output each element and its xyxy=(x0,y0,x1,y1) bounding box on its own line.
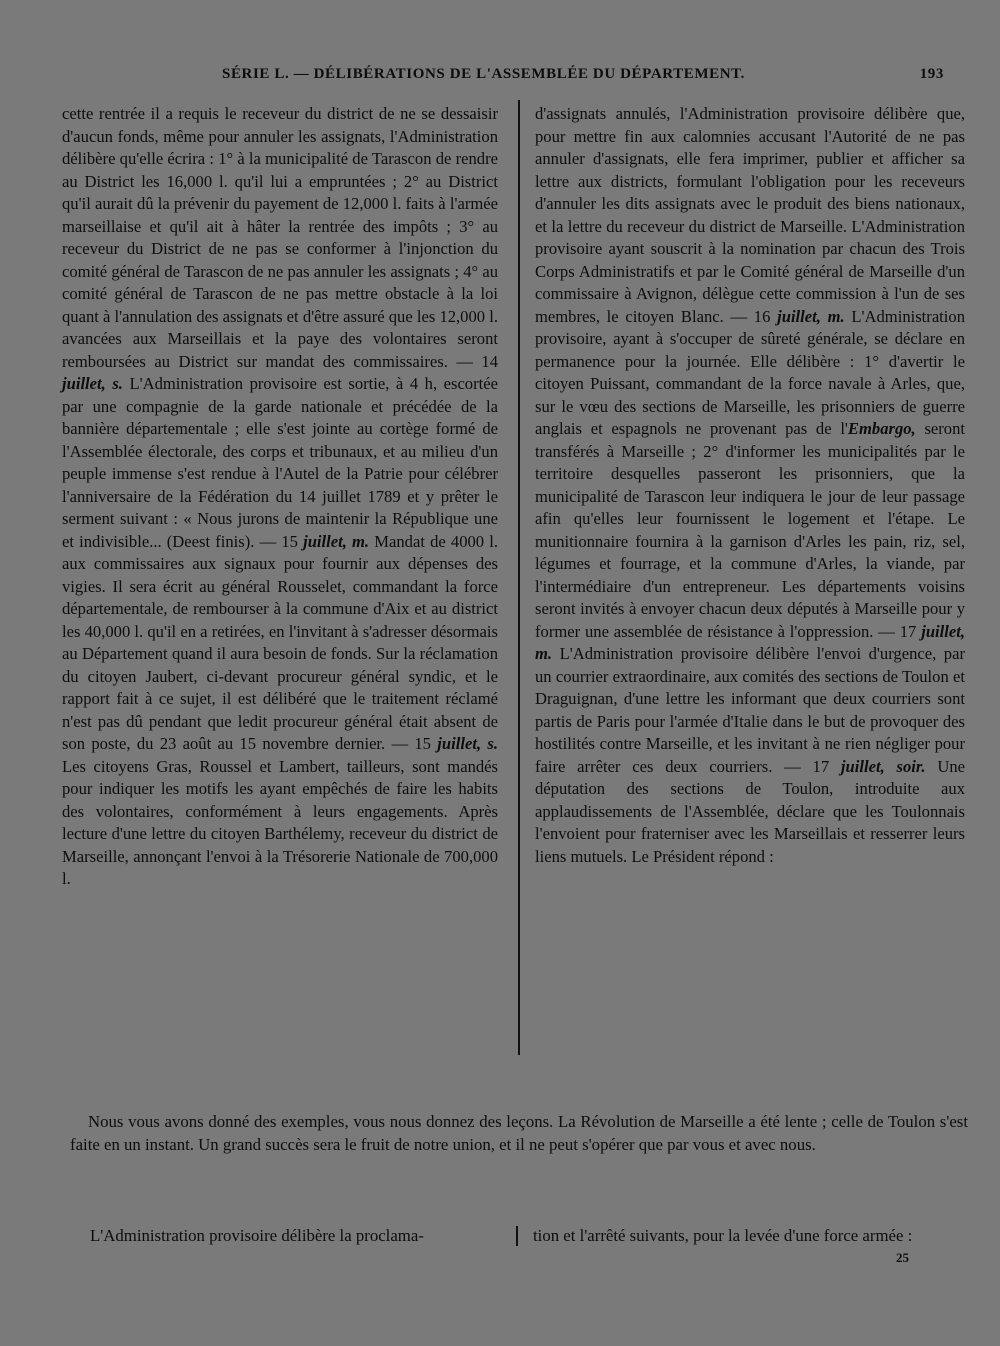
left-paragraph-2: L'Administration provisoire est sortie, à 4 h, escortée par une compagnie de la garde nationale et précédée de la bannière départementale ; elle s'est jointe au cortège formé de l'Assemblée électorale, des corps et tribunaux, et au milieu d'un peuple immense s'est rendue à l'Autel de la Patrie pour célébrer l'anniversaire de la Fédération du 14 juillet 1789 et y prêter le serment suivant : « Nous jurons de maintenir la République une et indivisible... (Deest finis). — 15 xyxy=(62,374,498,551)
right-date-2: juillet, m. xyxy=(535,621,965,663)
closing-text-right: tion et l'arrêté suivants, pour la levée d'une force armée : xyxy=(533,1226,913,1245)
left-date-2: juillet, m. xyxy=(303,531,370,551)
right-column-text xyxy=(535,103,965,868)
right-paragraph-1: d'assignats annulés, l'Administration provisoire délibère que, pour mettre fin aux calomnies accusant l'Autorité de ne pas annuler d'assignats, elle fera imprimer, publier et afficher sa lettre aux districts, formulant l'obligation pour les receveurs d'annuler les dits assignats avec le produit des biens nationaux, et la lettre du receveur du district de Marseille. L'Administration provisoire ayant souscrit à la nomination par chacun des Trois Corps Administratifs et par le Comité général de Marseille d'un commissaire à Avignon, délègue cette commission à l'un de ses membres, le citoyen Blanc. — 16 xyxy=(535,104,965,326)
quote-text: Nous vous avons donné des exemples, vous nous donnez des leçons. La Révolution de Marseille a été lente ; celle de Toulon s'est faite en un instant. Un grand succès sera le fruit de notre union, et il ne peut s'opérer que par vous et avec nous. xyxy=(70,1112,968,1154)
right-paragraph-3: seront transférés à Marseille ; 2° d'informer les municipalités par le territoire desquelles passeront les prisonniers, que la municipalité de Tarascon leur indiquera le jour de leur passage afin qu'elles leur fournissent le logement et l'étape. Le munitionnaire fournira à la garnison d'Arles les pain, riz, sel, légumes et fourrage, et la commune d'Arles, la viande, par l'intermédiaire d'un entrepreneur. Les départements voisins seront invités à envoyer chacun deux députés à Marseille pour y former une assemblée de résistance à l'oppression. — 17 xyxy=(535,419,965,641)
signature-mark: 25 xyxy=(896,1250,909,1265)
left-paragraph-4: Les citoyens Gras, Roussel et Lambert, tailleurs, sont mandés pour indiquer les motifs les ayant empêchés de faire les habits des volontaires, conformément à leurs engagements. Après lecture d'une lettre du citoyen Barthélemy, receveur du district de Marseille, annonçant l'envoi à la Trésorerie Nationale de 700,000 l. xyxy=(62,756,498,888)
left-date-1: juillet, s. xyxy=(62,374,123,393)
closing-text-left: L'Administration provisoire délibère la proclama- xyxy=(90,1226,424,1245)
column-divider xyxy=(518,100,520,1055)
right-column xyxy=(535,103,965,868)
closing-divider xyxy=(516,1226,518,1246)
left-column xyxy=(62,103,498,891)
left-column-text xyxy=(62,103,498,891)
left-date-3: juillet, s. xyxy=(437,734,498,753)
left-paragraph-3: Mandat de 4000 l. aux commissaires aux signaux pour fournir aux dépenses des vigies. Il sera écrit au général Rousselet, commandant la force départementale, de rembourser à la commune d'Aix et au district les 40,000 l. qu'il en a retirées, en l'invitant à s'adresser désormais au Département quand il aura besoin de fonds. Sur la réclamation du citoyen Jaubert, ci-devant procureur général syndic, et le rapport fait à ce sujet, il est délibéré que le traitement réclamé n'est pas dû pendant que ledit procureur général était absent de son poste, du 23 août au 15 novembre dernier. — 15 xyxy=(62,531,499,753)
right-date-1: juillet, m. xyxy=(777,306,845,326)
left-paragraph-1: cette rentrée il a requis le receveur du district de ne se dessaisir d'aucun fonds, même pour annuler les assignats, l'Administration délibère qu'elle écrira : 1° à la municipalité de Tarascon de rendre au District les 16,000 l. qu'il lui a empruntées ; 2° au District qu'il aurait dû la prévenir du payement de 12,000 l. faits à l'armée marseillaise et qu'il ait à hâter la rentrée des impôts ; 3° au receveur du District de ne pas se conformer à l'injonction du comité général de Tarascon de ne pas annuler les assignats ; 4° au comité général de Tarascon de ne pas mettre obstacle à la loi quant à l'annulation des assignats et d'être assuré que les 12,000 l. avancées aux Marseillais et la paye des volontaires seront remboursées au District sur mandat des commissaires. — 14 xyxy=(62,104,498,371)
right-paragraph-5: Une députation des sections de Toulon, introduite aux applaudissements de l'Assemblée, déclare que les Toulonnais l'envoient pour fraterniser avec les Marseillais et resserrer leurs liens mutuels. Le Président répond : xyxy=(535,756,966,866)
right-paragraph-2: L'Administration provisoire, ayant à s'occuper de sûreté générale, se déclare en permanence pour la journée. Elle délibère : 1° d'avertir le citoyen Puissant, commandant de la force navale à Arles, que, sur le vœu des sections de Marseille, les prisonniers de guerre anglais et espagnols ne provenant pas de l' xyxy=(535,306,965,438)
right-paragraph-4: L'Administration provisoire délibère l'envoi d'urgence, par un courrier extraordinaire, aux comités des sections de Toulon et Draguignan, d'une lettre les informant que deux courriers sont partis de Paris pour l'armée d'Italie dans le but de provoquer des hostilités contre Marseille, et les invitant à ne rien négliger pour faire arrêter ces deux courriers. — 17 xyxy=(535,644,965,776)
running-title: SÉRIE L. — DÉLIBÉRATIONS DE L'ASSEMBLÉE DU DÉPARTEMENT. xyxy=(222,66,745,82)
president-reply-quote xyxy=(70,1110,968,1156)
page-number: 193 xyxy=(919,66,944,82)
right-date-3: juillet, soir. xyxy=(840,756,926,776)
embargo-term: Embargo, xyxy=(847,419,916,438)
